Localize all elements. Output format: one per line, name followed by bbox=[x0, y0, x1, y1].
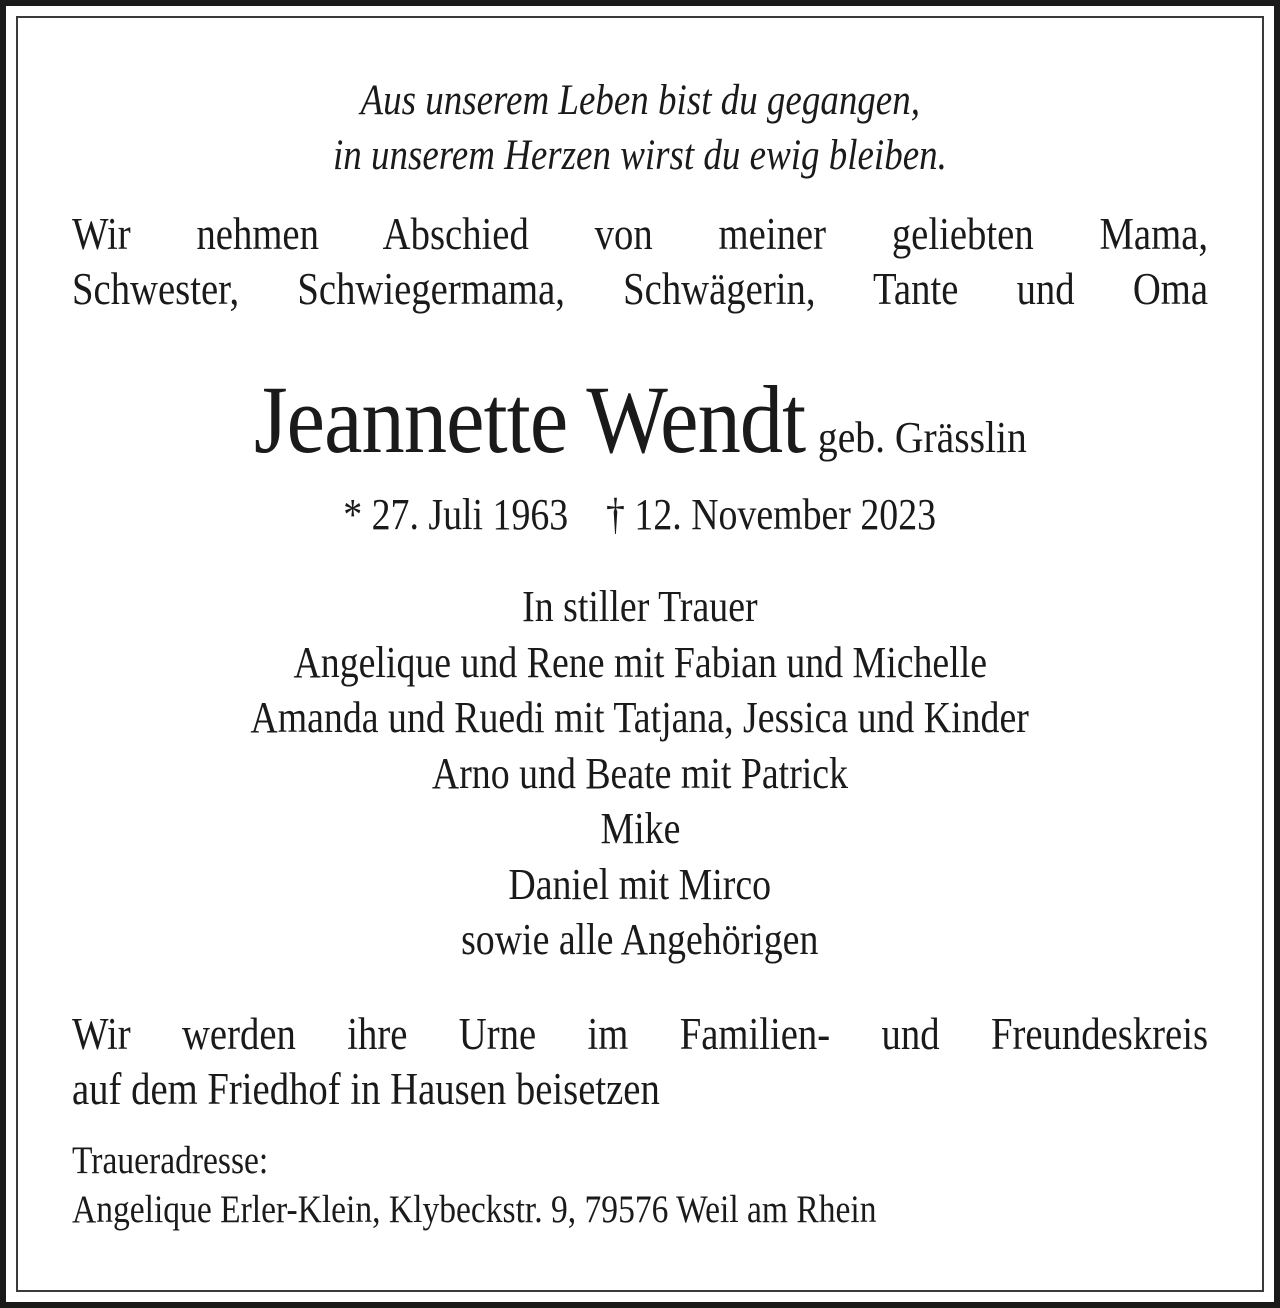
deceased-name-block bbox=[0, 364, 1280, 475]
intro-line-2: Schwester, Schwiegermama, Schwägerin, Tante und Oma bbox=[72, 264, 1209, 314]
mourners-line: Mike bbox=[600, 804, 680, 853]
mourners-line: Arno und Beate mit Patrick bbox=[431, 749, 849, 798]
motto-line-2: in unserem Herzen wirst du ewig bleiben. bbox=[333, 132, 947, 179]
deceased-name: Jeannette Wendt bbox=[253, 366, 805, 473]
mourners-line: Daniel mit Mirco bbox=[508, 860, 772, 909]
maiden-name: geb. Grässlin bbox=[817, 413, 1027, 462]
mourners-line: In stiller Trauer bbox=[522, 582, 758, 631]
burial-line-2: auf dem Friedhof in Hausen beisetzen bbox=[72, 1064, 660, 1114]
mourners-line: Amanda und Ruedi mit Tatjana, Jessica und Kinder bbox=[250, 693, 1030, 742]
death-date: † 12. November 2023 bbox=[606, 490, 937, 539]
dates-line bbox=[0, 489, 1280, 540]
address-value: Angelique Erler-Klein, Klybeckstr. 9, 79576 Weil am Rhein bbox=[72, 1188, 877, 1231]
motto-line-1: Aus unserem Leben bist du gegangen, bbox=[360, 77, 920, 124]
burial-line-1: Wir werden ihre Urne im Familien- und Freundeskreis bbox=[72, 1009, 1209, 1059]
mourners-line: sowie alle Angehörigen bbox=[461, 915, 819, 964]
address-label: Traueradresse: bbox=[72, 1139, 269, 1182]
mourners-line: Angelique und Rene mit Fabian und Michelle bbox=[293, 638, 987, 687]
intro-line-1: Wir nehmen Abschied von meiner geliebten Mama, bbox=[72, 209, 1209, 259]
birth-date: * 27. Juli 1963 bbox=[343, 490, 569, 539]
